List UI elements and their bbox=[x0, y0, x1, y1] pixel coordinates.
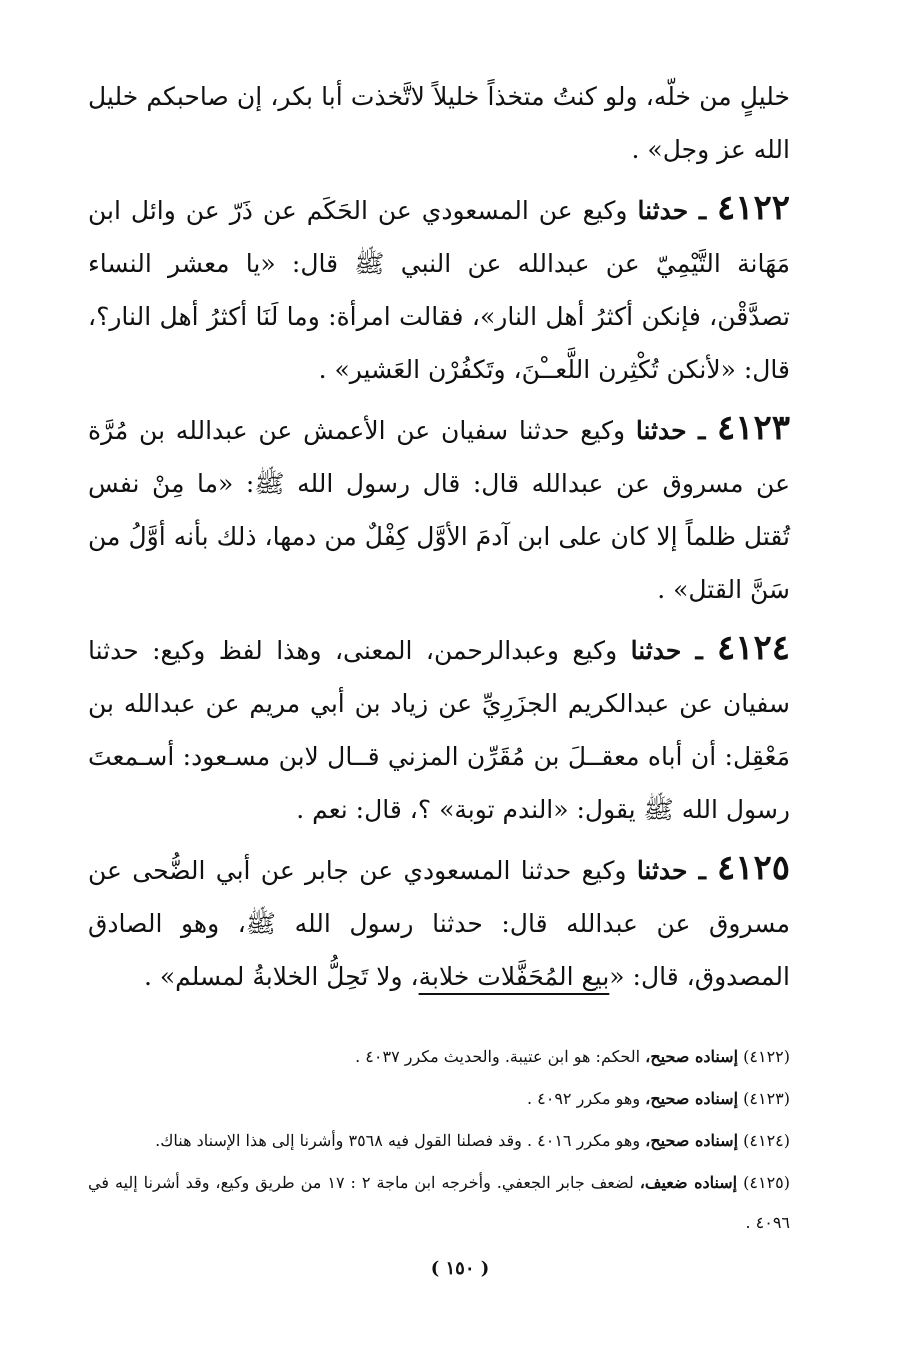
footnote-grade: إسناده ضعيف، bbox=[639, 1173, 738, 1192]
footnote-4124 bbox=[88, 1121, 790, 1161]
hadith-4125 bbox=[88, 842, 790, 1003]
footnote-ref: (٤١٢٥) bbox=[743, 1173, 791, 1192]
footnote-ref: (٤١٢٢) bbox=[743, 1047, 790, 1066]
hadith-lead-word: حدثنا bbox=[630, 636, 682, 665]
footnote-ref: (٤١٢٣) bbox=[743, 1089, 790, 1108]
footnote-grade: إسناده صحيح، bbox=[645, 1047, 739, 1066]
hadith-text: وكيع وعبدالرحمن، المعنى، وهذا لفظ وكيع: حدثنا سفيان عن عبدالكريم الجزَرِيِّ عن زياد بن أبي مريم عن عبدالله بن مَعْقِل: أن أباه معقــلَ بن مُقَرِّن المزني قــال لابن مسـعود: أسـمعتَ رسول الله ﷺ يقول: «الندم توبة» ؟، قال: نعم . bbox=[88, 636, 790, 824]
hadith-separator: ـ bbox=[688, 196, 717, 225]
hadith-4123 bbox=[88, 402, 790, 616]
footnote-grade: إسناده صحيح، bbox=[645, 1089, 739, 1108]
hadith-lead-word: حدثنا bbox=[637, 196, 689, 225]
footnote-text: لضعف جابر الجعفي. وأخرجه ابن ماجة ٢ : ١٧ من طريق وكيع، وقد أشرنا إليه في ٤٠٩٦ . bbox=[88, 1173, 790, 1232]
hadith-lead-word: حدثنا bbox=[636, 856, 688, 885]
hadith-lead-word: حدثنا bbox=[635, 416, 687, 445]
intro-paragraph bbox=[88, 70, 790, 176]
hadith-4124 bbox=[88, 622, 790, 836]
hadith-text: وكيع حدثنا سفيان عن الأعمش عن عبدالله بن مُرَّة عن مسروق عن عبدالله قال: قال رسول الله ﷺ: «ما مِنْ نفس تُقتل ظلماً إلا كان على ابن آدمَ الأوَّل كِفْلٌ من دمها، ذلك بأنه أوَّلُ من سَنَّ القتل» . bbox=[88, 416, 790, 604]
footnote-4125 bbox=[88, 1163, 790, 1243]
hadith-number: ٤١٢٢ bbox=[716, 188, 790, 228]
hadith-text: وكيع حدثنا المسعودي عن جابر عن أبي الضُّحى عن مسروق عن عبدالله قال: حدثنا رسول الله ﷺ، وهو الصادق المصدوق، قال: « bbox=[88, 856, 790, 991]
hadith-number: ٤١٢٤ bbox=[716, 628, 791, 668]
footnote-ref: (٤١٢٤) bbox=[743, 1131, 790, 1150]
footnote-4122 bbox=[88, 1037, 790, 1077]
hadith-separator: ـ bbox=[681, 636, 717, 665]
underlined-phrase: بيع المُحَفَّلات خلابة bbox=[418, 962, 610, 991]
page-number: ( ١٥٠ ) bbox=[430, 1258, 490, 1279]
footnote-4123 bbox=[88, 1079, 790, 1119]
hadith-separator: ـ bbox=[687, 856, 717, 885]
footnote-text: وهو مكرر ٤٠١٦ . وقد فصلنا القول فيه ٣٥٦٨ وأشرنا إلى هذا الإسناد هناك. bbox=[155, 1131, 646, 1150]
hadith-number: ٤١٢٥ bbox=[716, 848, 790, 888]
footnote-text: وهو مكرر ٤٠٩٢ . bbox=[526, 1089, 646, 1108]
hadith-number: ٤١٢٣ bbox=[716, 408, 790, 448]
hadith-4122 bbox=[88, 182, 790, 396]
footnotes bbox=[88, 1037, 790, 1243]
intro-text: خليلٍ من خلّه، ولو كنتُ متخذاً خليلاً لاتَّخذت أبا بكر، إن صاحبكم خليل الله عز وجل» . bbox=[88, 82, 790, 164]
footnote-text: الحكم: هو ابن عتيبة. والحديث مكرر ٤٠٣٧ . bbox=[355, 1047, 646, 1066]
hadith-text: وكيع عن المسعودي عن الحَكَم عن ذَرّ عن وائل ابن مَهَانة التَّيْمِيّ عن عبدالله عن النبي ﷺ قال: «يا معشر النساء تصدَّقْن، فإنكن أكثرُ أهل النار»، فقالت امرأة: وما لَنَا أكثرُ أهل النار؟، قال: «لأنكن تُكْثِرن اللَّعــْنَ، وتَكفُرْن العَشير» . bbox=[88, 196, 790, 384]
hadith-separator: ـ bbox=[686, 416, 717, 445]
footnote-grade: إسناده صحيح، bbox=[645, 1131, 739, 1150]
hadith-text-end: ، ولا تَحِلُّ الخلابةُ لمسلم» . bbox=[143, 962, 419, 991]
